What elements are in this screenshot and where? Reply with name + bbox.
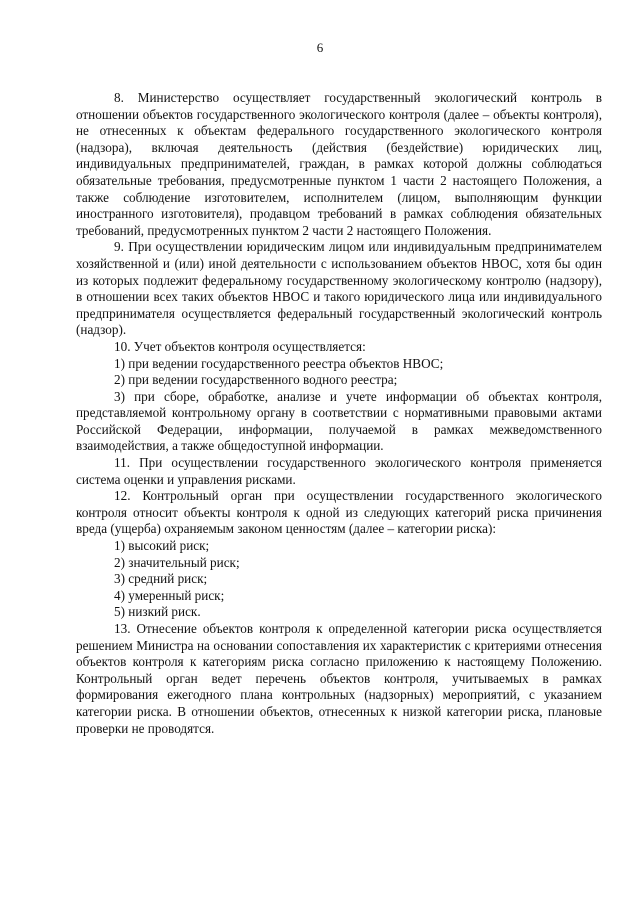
list-item: 3) средний риск; <box>114 571 208 587</box>
paragraph-13: 13. Отнесение объектов контроля к определенной категории риска осуществляется решением Министра на основании сопоставления их характеристик с критериями отнесения объектов контроля к категориям риска согласно приложению к настоящему Положению. Контрольный орган ведет перечень объектов контроля, учитываемых в рамках формирования ежегодного плана контрольных (надзорных) мероприятий, с указанием категории риска. В отношении объектов, отнесенных к низкой категории риска, плановые проверки не проводятся. <box>76 621 602 736</box>
paragraph-8: 8. Министерство осуществляет государственный экологический контроль в отношении объектов государственного экологического контроля (далее – объекты контроля), не отнесенных к объектам федерального государственного экологического контроля (надзора), включая деятельность (действия (бездействие) юридических лиц, индивидуальных предпринимателей, граждан, в рамках которой должны соблюдаться обязательные требования, предусмотренные пунктом 1 части 2 настоящего Положения, а также соблюдение изготовителем, исполнителем (лицом, выполняющим функции иностранного изготовителя), продавцом требований в рамках соблюдения обязательных требований, предусмотренных пунктом 2 части 2 настоящего Положения. <box>76 90 602 238</box>
paragraph-12: 12. Контрольный орган при осуществлении государственного экологического контроля относит объекты контроля к одной из следующих категорий риска причинения вреда (ущерба) охраняемым законом ценностям (далее – категории риска): <box>76 488 602 537</box>
page-number: 6 <box>316 40 324 55</box>
paragraph-9: 9. При осуществлении юридическим лицом или индивидуальным предпринимателем хозяйственной и (или) иной деятельности с использованием объектов НВОС, хотя бы один из которых подлежит федеральному государственному экологическому контролю (надзору), в отношении всех таких объектов НВОС и такого юридического лица или индивидуального предпринимателя осуществляется федеральный государственный экологический контроль (надзор). <box>76 239 602 338</box>
list-item: 1) высокий риск; <box>114 538 210 554</box>
paragraph-10: 10. Учет объектов контроля осуществляется: <box>114 338 366 354</box>
list-item: 2) при ведении государственного водного реестра; <box>114 372 398 388</box>
paragraph-11: 11. При осуществлении государственного экологического контроля применяется система оценки и управления рисками. <box>76 455 602 487</box>
list-item: 4) умеренный риск; <box>114 587 225 603</box>
list-item: 1) при ведении государственного реестра объектов НВОС; <box>114 355 444 371</box>
list-item: 5) низкий риск. <box>114 604 201 620</box>
list-item: 3) при сборе, обработке, анализе и учете информации об объектах контроля, представляемой контрольному органу в соответствии с нормативными правовыми актами Российской Федерации, информации, получаемой в рамках межведомственного взаимодействия, а также общедоступной информации. <box>76 388 602 454</box>
document-body <box>76 90 602 737</box>
list-item: 2) значительный риск; <box>114 554 240 570</box>
